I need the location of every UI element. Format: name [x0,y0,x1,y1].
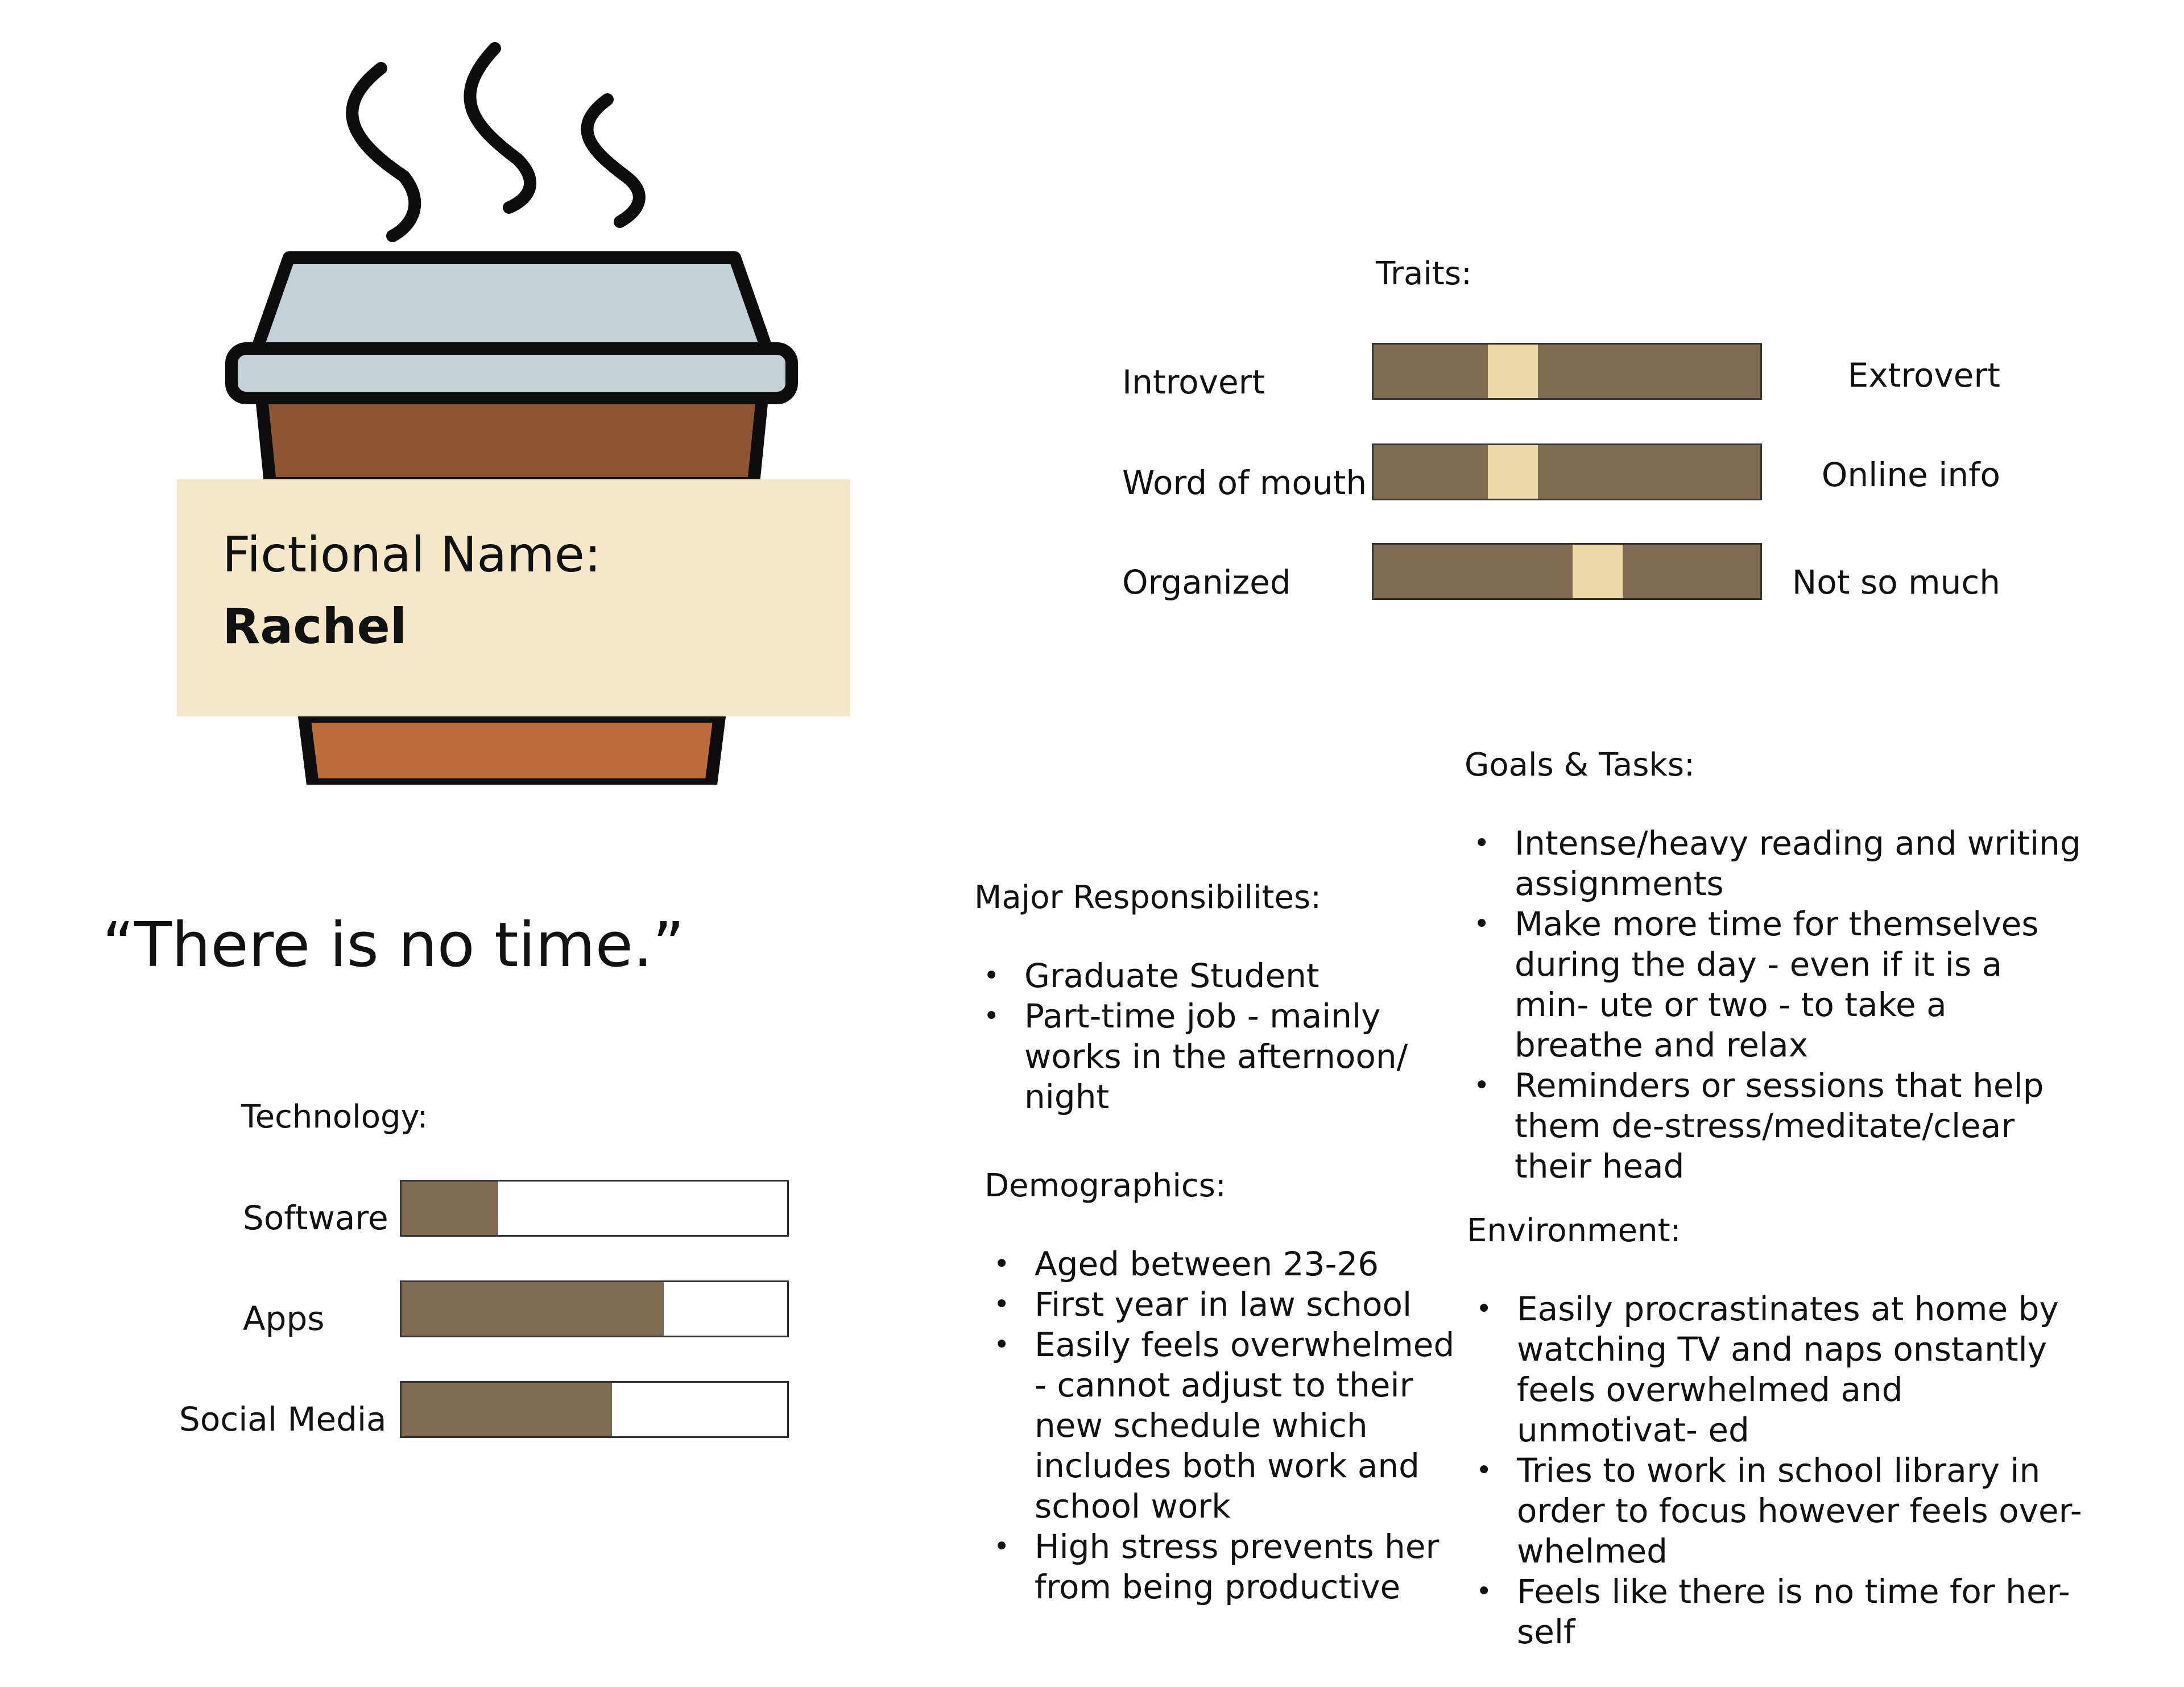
trait-right-label: Extrovert [1847,356,2000,395]
goals-list [1465,823,2084,1187]
list-item: • Reminders or sessions that help them de-stress/meditate/clear their head [1465,1066,2084,1187]
tech-level-bar [400,1180,789,1237]
responsibilities-title: Major Responsibilites: [974,879,1322,916]
list-item: • Easily procrastinates at home by watching TV and naps onstantly feels overwhelmed and unmotivat- ed [1467,1289,2087,1450]
trait-slider-knob [1488,445,1538,499]
tech-level-bar [400,1280,789,1337]
demographics-list [985,1244,1462,1607]
cup-lid-top [257,258,767,349]
goals-section [1465,746,2084,1187]
environment-title: Environment: [1467,1212,1681,1249]
environment-list [1467,1289,2087,1652]
demographics-section [985,1167,1462,1607]
list-item: • Aged between 23-26 [985,1244,1462,1284]
tech-level-fill [402,1282,664,1336]
tech-level-bar [400,1381,789,1438]
list-item: • Intense/heavy reading and writing assignments [1465,823,2084,904]
list-item: • First year in law school [985,1284,1462,1325]
name-label: Fictional Name: [222,527,601,583]
demographics-title: Demographics: [985,1167,1226,1204]
trait-left-label: Word of mouth [1122,463,1367,502]
tech-label: Apps [243,1299,325,1338]
list-item: • Tries to work in school library in order to focus however feels over- whelmed [1467,1450,2087,1572]
responsibilities-list [974,956,1452,1117]
trait-right-label: Not so much [1792,563,2000,602]
environment-section [1467,1212,2087,1652]
tech-label: Social Media [179,1400,387,1439]
technology-title: Technology: [241,1099,428,1135]
persona-name-card [177,479,850,716]
trait-slider [1372,543,1762,600]
steam-left-icon [352,68,415,236]
tech-level-fill [402,1383,612,1436]
trait-left-label: Introvert [1122,363,1265,401]
trait-slider-knob [1488,345,1538,398]
list-item: • Feels like there is no time for her- self [1467,1572,2087,1652]
steam-right-icon [587,100,639,222]
trait-right-label: Online info [1821,455,2000,494]
steam-middle-icon [470,48,530,208]
trait-left-label: Organized [1122,563,1291,602]
persona-quote: “There is no time.” [102,910,685,981]
responsibilities-section [974,878,1452,1117]
traits-title: Traits: [1376,255,1472,292]
list-item: • Part-time job - mainly works in the afternoon/ night [974,996,1452,1117]
goals-title: Goals & Tasks: [1465,747,1695,784]
trait-slider [1372,343,1762,400]
tech-level-fill [402,1182,498,1235]
cup-body-bottom [304,716,719,785]
list-item: • Make more time for themselves during the day - even if it is a min- ute or two - to take a breathe and relax [1465,904,2084,1066]
list-item: • High stress prevents her from being productive [985,1527,1462,1607]
tech-label: Software [243,1199,388,1237]
list-item: • Graduate Student [974,956,1452,996]
list-item: • Easily feels overwhelmed - cannot adjust to their new schedule which includes both work and school work [985,1325,1462,1527]
cup-body-top [262,398,762,483]
persona-name: Rachel [222,598,407,655]
trait-slider [1372,443,1762,500]
cup-lid-rim [231,349,792,398]
trait-slider-knob [1573,545,1623,598]
